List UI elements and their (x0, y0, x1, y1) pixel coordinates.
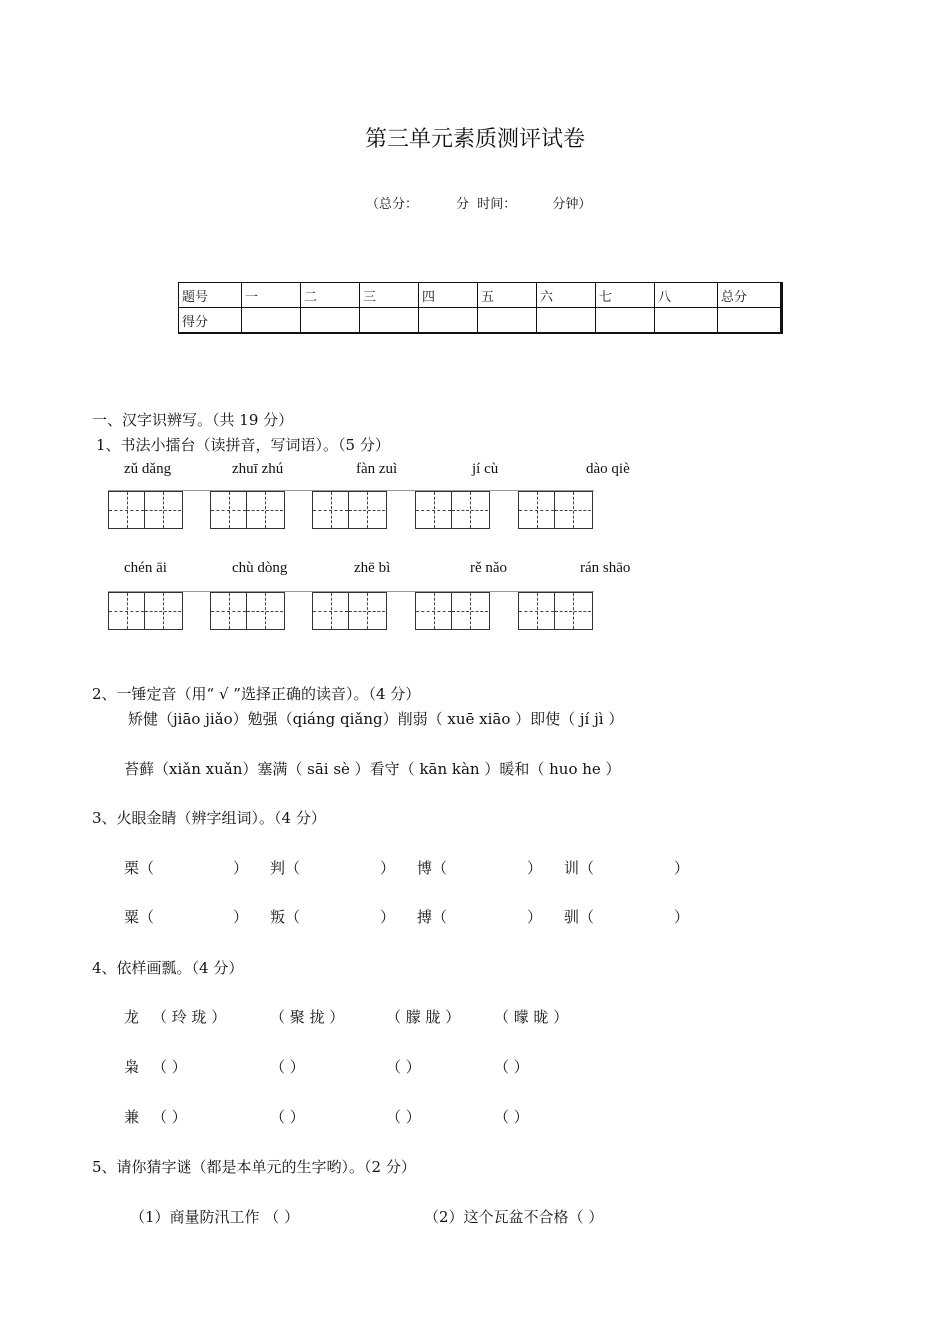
word-group-item: 叛（ (270, 908, 301, 926)
word-group-item: 博（ (417, 859, 448, 877)
table-header-cell: 二 (301, 283, 360, 308)
writing-grid[interactable] (108, 491, 183, 529)
table-header-cell: 八 (655, 283, 718, 308)
question-1-label: 1、书法小擂台（读拼音，写词语）。（5 分） (96, 436, 390, 454)
pinyin-prompt: rě nǎo (470, 560, 508, 576)
score-cell[interactable] (242, 308, 301, 334)
writing-grid[interactable] (415, 491, 490, 529)
pattern-slot[interactable]: （ ） (152, 1058, 187, 1076)
table-header-cell: 一 (242, 283, 301, 308)
pattern-slot: （ 聚 拢 ） (270, 1008, 345, 1026)
pattern-slot[interactable]: （ ） (270, 1058, 305, 1076)
pattern-head-char: 龙 (124, 1008, 140, 1026)
score-cell[interactable] (419, 308, 478, 334)
word-group-item: 驯（ (564, 908, 595, 926)
score-cell[interactable] (655, 308, 718, 334)
word-group-item: 判（ (270, 859, 301, 877)
pronunciation-line: 苔藓（xiǎn xuǎn）塞满（ sāi sè ）看守（ kān kàn ）暖和（ huo he ） (124, 760, 621, 778)
writing-grid[interactable] (210, 592, 285, 630)
score-table-score-row (179, 308, 782, 334)
score-cell[interactable] (301, 308, 360, 334)
pinyin-prompt: fàn zuì (356, 461, 398, 477)
pattern-slot[interactable]: （ ） (152, 1108, 187, 1126)
pattern-slot[interactable]: （ ） (494, 1058, 529, 1076)
score-cell[interactable] (360, 308, 419, 334)
pattern-slot: （ 曚 昽 ） (494, 1008, 569, 1026)
pinyin-prompt: rán shāo (580, 560, 631, 576)
riddle-item[interactable]: （2）这个瓦盆不合格（ ） (424, 1208, 604, 1226)
pattern-slot[interactable]: （ ） (494, 1108, 529, 1126)
pattern-slot: （ 玲 珑 ） (152, 1008, 227, 1026)
pinyin-prompt: jí cù (472, 461, 499, 477)
word-group-item: 粟（ (124, 908, 155, 926)
table-header-cell: 五 (478, 283, 537, 308)
table-row-label: 得分 (179, 308, 242, 334)
word-group-close: ） (233, 859, 249, 877)
pinyin-prompt: zǔ dǎng (124, 461, 172, 477)
word-group-close: ） (674, 859, 690, 877)
pattern-slot: （ 朦 胧 ） (386, 1008, 461, 1026)
score-cell[interactable] (596, 308, 655, 334)
pronunciation-line: 矫健（jiāo jiǎo）勉强（qiáng qiǎng）削弱（ xuē xiāo ）即使（ jí jì ） (128, 710, 624, 728)
pattern-slot[interactable]: （ ） (386, 1058, 421, 1076)
table-header-cell: 六 (537, 283, 596, 308)
score-cell[interactable] (537, 308, 596, 334)
score-cell[interactable] (478, 308, 537, 334)
pinyin-prompt: chén āi (124, 560, 167, 576)
writing-grid[interactable] (518, 491, 593, 529)
word-group-close: ） (527, 908, 543, 926)
pinyin-prompt: dào qiè (586, 461, 630, 477)
pattern-slot[interactable]: （ ） (270, 1108, 305, 1126)
pinyin-prompt: zhē bì (354, 560, 391, 576)
pattern-head-char: 兼 (124, 1108, 140, 1126)
minutes-unit: 分钟） (552, 197, 592, 212)
word-group-item: 训（ (564, 859, 595, 877)
score-table (178, 282, 783, 334)
word-group-close: ） (527, 859, 543, 877)
writing-grid[interactable] (415, 592, 490, 630)
table-header-cell: 题号 (179, 283, 242, 308)
table-header-cell: 总分 (718, 283, 782, 308)
writing-grid[interactable] (518, 592, 593, 630)
writing-grid[interactable] (312, 592, 387, 630)
pattern-head-char: 枭 (124, 1058, 140, 1076)
grid-guide-line (108, 490, 594, 491)
question-2-label: 2、一锤定音（用“ √ ”选择正确的读音）。（4 分） (92, 685, 421, 703)
question-4-label: 4、依样画瓢。（4 分） (92, 959, 244, 977)
score-cell[interactable] (718, 308, 782, 334)
word-group-close: ） (380, 859, 396, 877)
word-group-item: 搏（ (417, 908, 448, 926)
word-group-item: 栗（ (124, 859, 155, 877)
pattern-slot[interactable]: （ ） (386, 1108, 421, 1126)
page-title: 第三单元素质测评试卷 (364, 127, 585, 152)
score-unit: 分 (456, 197, 470, 212)
writing-grid[interactable] (108, 592, 183, 630)
pinyin-prompt: zhuī zhú (232, 461, 284, 477)
writing-grid[interactable] (210, 491, 285, 529)
score-table-header-row (179, 283, 782, 308)
table-header-cell: 三 (360, 283, 419, 308)
score-time-line (366, 193, 591, 212)
total-score-label: （总分： (366, 197, 419, 212)
word-group-close: ） (674, 908, 690, 926)
grid-guide-line (108, 591, 594, 592)
question-3-label: 3、火眼金睛（辨字组词）。（4 分） (92, 809, 326, 827)
riddle-item[interactable]: （1）商量防汛工作 （ ） (130, 1208, 300, 1226)
section-heading: 一、汉字识辨写。（共 19 分） (92, 411, 294, 429)
pinyin-prompt: chù dòng (232, 560, 288, 576)
time-label: 时间： (477, 197, 517, 212)
question-5-label: 5、请你猜字谜（都是本单元的生字哟）。（2 分） (92, 1158, 416, 1176)
word-group-close: ） (380, 908, 396, 926)
table-header-cell: 七 (596, 283, 655, 308)
word-group-close: ） (233, 908, 249, 926)
writing-grid[interactable] (312, 491, 387, 529)
table-header-cell: 四 (419, 283, 478, 308)
